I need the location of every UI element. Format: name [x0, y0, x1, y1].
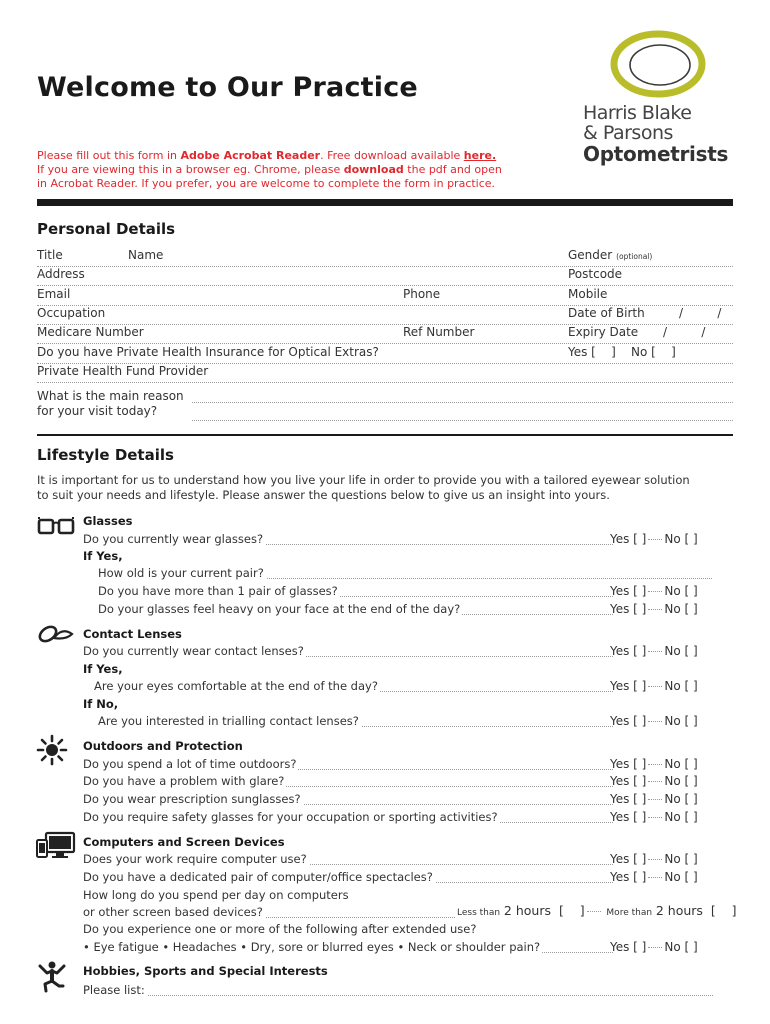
reason-label-line-2: for your visit today?	[37, 404, 158, 418]
no-checkbox[interactable]: No [ ]	[664, 792, 698, 806]
intro-text: Please fill out this form in	[37, 149, 181, 162]
outdoors-q2-answer[interactable]	[610, 774, 698, 788]
computers-q5-text: • Eye fatigue • Headaches • Dry, sore or blurred eyes • Neck or shoulder pain?	[83, 940, 541, 954]
contacts-q2-text: Are your eyes comfortable at the end of the day?	[94, 679, 378, 693]
computers-q2-answer[interactable]	[610, 870, 698, 884]
medicare-label: Medicare Number	[37, 325, 144, 339]
outdoors-q2-text: Do you have a problem with glare?	[83, 774, 285, 788]
yes-checkbox[interactable]: Yes [ ]	[610, 584, 647, 598]
intro-text: If you are viewing this in a browser eg. Chrome, please	[37, 163, 344, 176]
computers-hours-answer[interactable]	[457, 903, 737, 918]
contacts-heading: Contact Lenses	[83, 627, 182, 641]
dob-label: Date of Birth	[568, 306, 645, 320]
no-checkbox[interactable]: No [ ]	[664, 757, 698, 771]
computers-q4-text: Do you experience one or more of the following after extended use?	[83, 922, 477, 936]
computers-q2-text: Do you have a dedicated pair of computer/office spectacles?	[83, 870, 433, 884]
outdoors-q1	[83, 757, 613, 773]
outdoors-q3-text: Do you wear prescription sunglasses?	[83, 792, 301, 806]
contacts-q3-text: Are you interested in trialling contact lenses?	[98, 714, 359, 728]
title-label: Title	[37, 248, 63, 262]
more-than-2-hours-checkbox[interactable]: 2 hours [ ]	[655, 903, 737, 918]
no-checkbox[interactable]: No [ ]	[664, 774, 698, 788]
outdoors-q4	[83, 810, 613, 826]
yes-checkbox[interactable]: Yes [ ]	[610, 602, 647, 616]
glasses-if-yes: If Yes,	[83, 549, 123, 563]
occupation-label: Occupation	[37, 306, 106, 320]
outdoors-q4-text: Do you require safety glasses for your occupation or sporting activities?	[83, 810, 498, 824]
yes-checkbox[interactable]: Yes [ ]	[610, 792, 647, 806]
row-medicare	[37, 325, 733, 344]
name-label: Name	[128, 248, 164, 262]
reason-input-line-1[interactable]	[192, 388, 733, 403]
address-label: Address	[37, 267, 85, 281]
yes-checkbox[interactable]: Yes [ ]	[610, 870, 647, 884]
no-checkbox[interactable]: No [ ]	[664, 532, 698, 546]
reason-input-line-2[interactable]	[192, 406, 733, 421]
row-title-name	[37, 248, 733, 267]
computers-heading: Computers and Screen Devices	[83, 835, 285, 849]
reason-label	[37, 389, 184, 419]
reason-label-line-1: What is the main reason	[37, 389, 184, 403]
dob-slashes: / /	[679, 306, 722, 320]
contacts-q3-answer[interactable]	[610, 714, 698, 728]
row-health-insurance	[37, 345, 733, 364]
glasses-q3-text: Do you have more than 1 pair of glasses?	[98, 584, 338, 598]
gender-label	[568, 248, 652, 262]
intro-text: . Free download available	[320, 149, 464, 162]
yes-checkbox[interactable]: Yes [ ]	[610, 679, 647, 693]
logo-line-1: Harris Blake	[583, 102, 692, 124]
glasses-q1	[83, 532, 613, 548]
health-insurance-question: Do you have Private Health Insurance for Optical Extras?	[37, 345, 379, 359]
yes-checkbox[interactable]: Yes [ ]	[610, 644, 647, 658]
computers-q1-answer[interactable]	[610, 852, 698, 866]
computers-q5-answer[interactable]	[610, 940, 698, 954]
contacts-q3	[98, 714, 613, 730]
download-link[interactable]: here.	[463, 149, 497, 162]
outdoors-q4-answer[interactable]	[610, 810, 698, 824]
computers-q3b	[83, 905, 455, 921]
contacts-q1-answer[interactable]	[610, 644, 698, 658]
section-divider	[37, 434, 733, 436]
contacts-q1	[83, 644, 613, 660]
computers-q3a	[83, 888, 613, 904]
outdoors-q1-text: Do you spend a lot of time outdoors?	[83, 757, 297, 771]
computers-q4	[83, 922, 613, 938]
postcode-label: Postcode	[568, 267, 623, 281]
acrobat-reader-text: Adobe Acrobat Reader	[180, 149, 321, 162]
expiry-label: Expiry Date	[568, 325, 639, 339]
lifestyle-intro-1: It is important for us to understand how you live your life in order to provide you with a tailored eyewear solution	[37, 473, 690, 487]
health-yes-checkbox[interactable]: Yes [ ]	[568, 345, 616, 359]
computers-q1	[83, 852, 613, 868]
yes-checkbox[interactable]: Yes [ ]	[610, 757, 647, 771]
row-email	[37, 287, 733, 306]
logo-line-2: & Parsons	[583, 122, 673, 144]
outdoors-q3-answer[interactable]	[610, 792, 698, 806]
no-checkbox[interactable]: No [ ]	[664, 714, 698, 728]
fund-provider-label: Private Health Fund Provider	[37, 364, 209, 378]
active-person-icon	[36, 960, 76, 994]
gender-optional-note: (optional)	[616, 252, 653, 261]
no-checkbox[interactable]: No [ ]	[664, 584, 698, 598]
more-than-label: More than	[606, 908, 653, 918]
glasses-q2	[98, 566, 712, 582]
computers-q5	[83, 940, 613, 956]
glasses-q1-answer[interactable]	[610, 532, 698, 546]
header-divider	[37, 199, 733, 206]
yes-checkbox[interactable]: Yes [ ]	[610, 810, 647, 824]
glasses-q2-text: How old is your current pair?	[98, 566, 264, 580]
no-checkbox[interactable]: No [ ]	[664, 602, 698, 616]
logo	[580, 28, 735, 168]
glasses-icon	[36, 510, 76, 544]
hobbies-heading: Hobbies, Sports and Special Interests	[83, 964, 328, 978]
yes-checkbox[interactable]: Yes [ ]	[610, 940, 647, 954]
row-fund-provider	[37, 364, 733, 383]
no-checkbox[interactable]: No [ ]	[664, 644, 698, 658]
computers-q3b-text: or other screen based devices?	[83, 905, 263, 919]
less-than-label: Less than	[457, 908, 501, 918]
phone-label: Phone	[403, 287, 441, 301]
computers-q1-text: Does your work require computer use?	[83, 852, 307, 866]
computer-devices-icon	[36, 830, 76, 864]
outdoors-q1-answer[interactable]	[610, 757, 698, 771]
contacts-q1-text: Do you currently wear contact lenses?	[83, 644, 304, 658]
contacts-if-yes: If Yes,	[83, 662, 123, 676]
row-address	[37, 267, 733, 286]
mobile-label: Mobile	[568, 287, 608, 301]
intro-line-3: in Acrobat Reader. If you prefer, you are welcome to complete the form in practice.	[37, 177, 496, 190]
less-than-2-hours-checkbox[interactable]: 2 hours [ ]	[503, 903, 585, 918]
glasses-q1-text: Do you currently wear glasses?	[83, 532, 264, 546]
yes-checkbox[interactable]: Yes [ ]	[610, 714, 647, 728]
no-checkbox[interactable]: No [ ]	[664, 870, 698, 884]
no-checkbox[interactable]: No [ ]	[664, 852, 698, 866]
sun-icon	[36, 734, 76, 768]
yes-checkbox[interactable]: Yes [ ]	[610, 852, 647, 866]
expiry-slashes: / /	[663, 325, 706, 339]
no-checkbox[interactable]: No [ ]	[664, 940, 698, 954]
download-text: download	[343, 163, 404, 176]
yes-checkbox[interactable]: Yes [ ]	[610, 774, 647, 788]
logo-line-3: Optometrists	[583, 142, 729, 166]
intro-line-2	[37, 163, 502, 176]
row-occupation	[37, 306, 733, 325]
intro-line-1	[37, 149, 496, 162]
glasses-q3-answer[interactable]	[610, 584, 698, 598]
logo-rings-icon	[608, 28, 708, 100]
glasses-heading: Glasses	[83, 514, 133, 528]
personal-details-heading: Personal Details	[37, 220, 176, 238]
contacts-if-no: If No,	[83, 697, 119, 711]
contacts-q2-answer[interactable]	[610, 679, 698, 693]
contact-lens-icon	[36, 622, 76, 656]
glasses-q3	[98, 584, 613, 600]
lifestyle-details-heading: Lifestyle Details	[37, 446, 174, 464]
outdoors-heading: Outdoors and Protection	[83, 739, 243, 753]
outdoors-q3	[83, 792, 613, 808]
yes-checkbox[interactable]: Yes [ ]	[610, 532, 647, 546]
health-no-checkbox[interactable]: No [ ]	[631, 345, 676, 359]
email-label: Email	[37, 287, 71, 301]
no-checkbox[interactable]: No [ ]	[664, 679, 698, 693]
glasses-q4-answer[interactable]	[610, 602, 698, 616]
no-checkbox[interactable]: No [ ]	[664, 810, 698, 824]
hobbies-q1-text: Please list:	[83, 983, 145, 997]
outdoors-q2	[83, 774, 613, 790]
contacts-q2	[94, 679, 613, 695]
glasses-q4	[98, 602, 613, 618]
glasses-q4-text: Do your glasses feel heavy on your face at the end of the day?	[98, 602, 461, 616]
computers-q2	[83, 870, 613, 886]
hobbies-q1[interactable]	[83, 983, 713, 999]
gender-text: Gender	[568, 248, 613, 262]
computers-q3a-text: How long do you spend per day on computers	[83, 888, 349, 902]
ref-number-label: Ref Number	[403, 325, 475, 339]
lifestyle-intro-2: to suit your needs and lifestyle. Please answer the questions below to give us an insight into yours.	[37, 488, 610, 502]
page-title: Welcome to Our Practice	[37, 72, 418, 103]
intro-text: the pdf and open	[403, 163, 502, 176]
